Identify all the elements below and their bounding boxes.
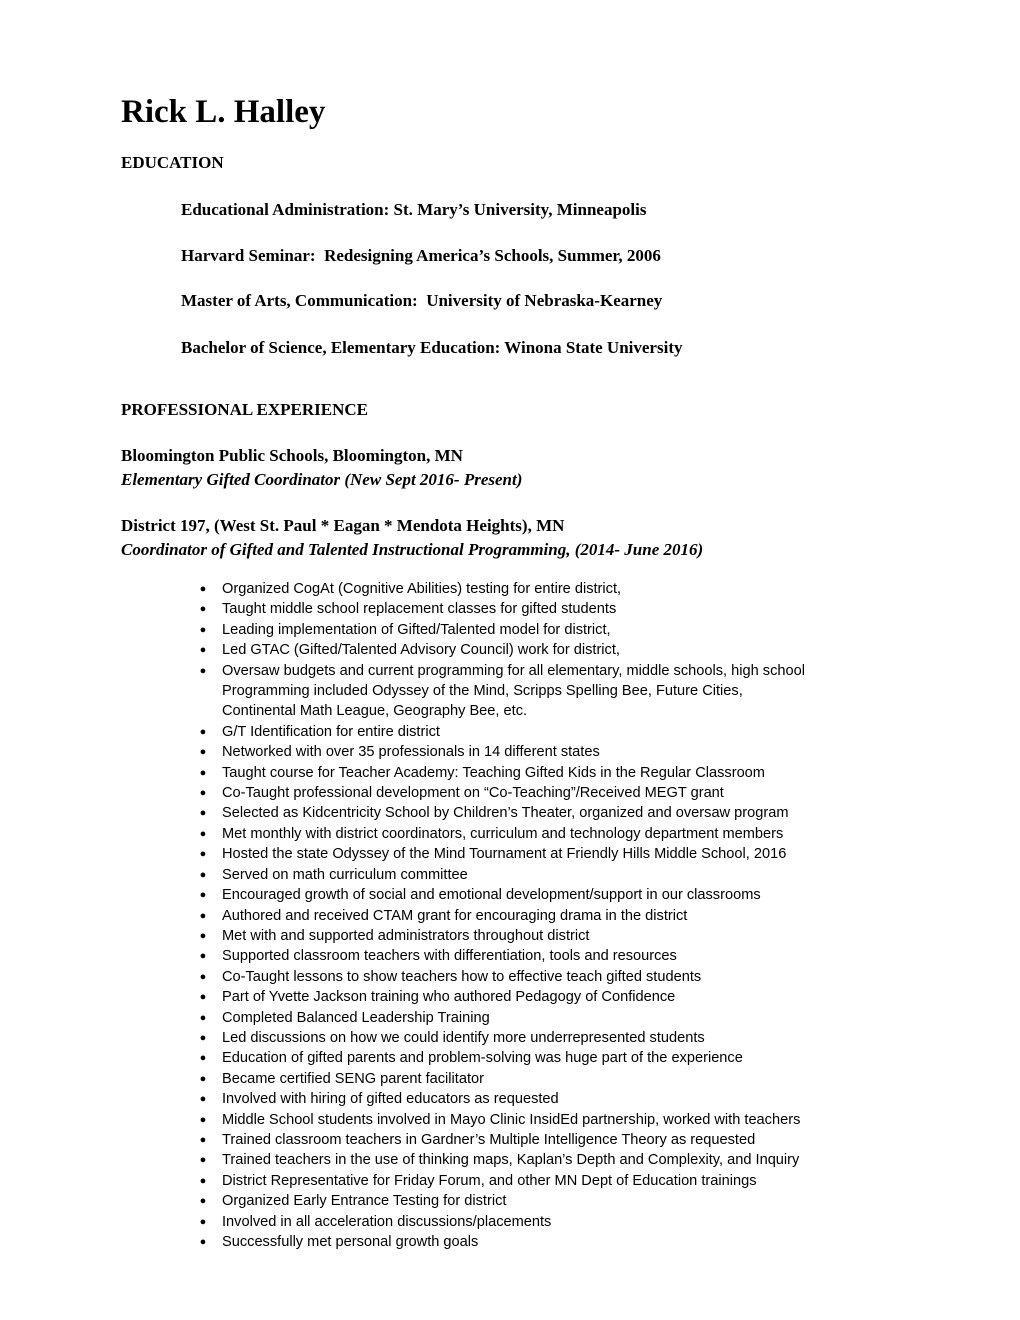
responsibility-text: Oversaw budgets and current programming for all elementary, middle schools, high school Programming included Odyssey of the Mind, Scripps Spelling Bee, Future Cities, Continental Math League, Geography Bee, etc.: [222, 662, 805, 720]
bullet-icon: ●: [199, 950, 207, 963]
responsibility-item: [0, 661, 902, 722]
bullet-icon: ●: [199, 1236, 207, 1248]
responsibility-text: Involved with hiring of gifted educators as requested: [222, 1091, 559, 1108]
bullet-icon: ●: [199, 991, 207, 1004]
responsibility-text: Trained classroom teachers in Gardner’s Multiple Intelligence Theory as requested: [222, 1131, 756, 1148]
responsibility-text: Successfully met personal growth goals: [222, 1234, 479, 1250]
responsibility-item: [0, 599, 902, 619]
bullet-icon: ●: [199, 1052, 207, 1065]
responsibility-text: Led GTAC (Gifted/Talented Advisory Council) work for district,: [222, 642, 620, 659]
responsibility-item: [0, 1191, 902, 1211]
bullet-icon: ●: [199, 1093, 207, 1106]
education-heading: EDUCATION: [121, 153, 224, 172]
job-role: Coordinator of Gifted and Talented Instructional Programming, (2014- June 2016): [121, 540, 704, 559]
responsibility-text: Networked with over 35 professionals in 14 different states: [222, 744, 600, 761]
responsibility-item: [0, 783, 902, 803]
bullet-icon: ●: [199, 1133, 207, 1146]
bullet-icon: ●: [199, 1031, 207, 1044]
responsibility-item: [0, 742, 902, 762]
responsibility-text: Encouraged growth of social and emotional development/support in our classrooms: [222, 887, 761, 904]
responsibility-text: Met with and supported administrators throughout district: [222, 927, 590, 944]
bullet-icon: ●: [199, 1011, 207, 1024]
bullet-icon: ●: [199, 766, 207, 779]
responsibility-item: [0, 763, 902, 783]
bullet-icon: ●: [199, 644, 207, 657]
responsibility-text: Taught course for Teacher Academy: Teaching Gifted Kids in the Regular Classroom: [222, 764, 765, 781]
bullet-icon: ●: [199, 889, 207, 902]
responsibility-text: Trained teachers in the use of thinking maps, Kaplan’s Depth and Complexity, and Inquiry: [222, 1152, 800, 1169]
responsibility-item: [0, 1028, 902, 1048]
responsibility-text: Became certified SENG parent facilitator: [222, 1070, 484, 1087]
bullet-icon: ●: [199, 1154, 207, 1167]
responsibility-item: [0, 1130, 902, 1150]
bullet-icon: ●: [199, 725, 207, 738]
responsibility-text: Involved in all acceleration discussions/placements: [222, 1213, 552, 1230]
responsibility-item: [0, 885, 902, 905]
responsibility-item: [0, 1171, 902, 1191]
responsibility-text: Leading implementation of Gifted/Talented model for district,: [222, 621, 611, 638]
bullet-icon: ●: [199, 827, 207, 840]
responsibility-text: District Representative for Friday Forum, and other MN Dept of Education trainings: [222, 1172, 757, 1189]
responsibility-item: [0, 987, 902, 1007]
responsibility-text: Middle School students involved in Mayo Clinic InsidEd partnership, worked with teachers: [222, 1111, 801, 1128]
bullet-icon: ●: [199, 603, 207, 616]
bullet-icon: ●: [199, 1215, 207, 1228]
bullet-icon: ●: [199, 583, 207, 595]
education-item: Master of Arts, Communication: University of Nebraska-Kearney: [181, 291, 663, 310]
responsibility-text: Selected as Kidcentricity School by Children’s Theater, organized and oversaw program: [222, 805, 789, 822]
responsibility-item: [0, 1069, 902, 1089]
responsibility-item: [0, 1008, 902, 1028]
job-employer: Bloomington Public Schools, Bloomington, MN: [121, 446, 463, 465]
bullet-icon: ●: [199, 664, 207, 677]
responsibility-text: Met monthly with district coordinators, curriculum and technology department members: [222, 825, 784, 842]
responsibility-item: [0, 722, 902, 742]
education-item: Educational Administration: St. Mary’s University, Minneapolis: [181, 200, 647, 219]
responsibility-item: [0, 926, 902, 946]
bullet-icon: ●: [199, 929, 207, 942]
responsibility-text: Education of gifted parents and problem-solving was huge part of the experience: [222, 1050, 743, 1067]
responsibility-item: [0, 803, 902, 823]
responsibility-item: [0, 1048, 902, 1068]
bullet-icon: ●: [199, 848, 207, 861]
bullet-icon: ●: [199, 746, 207, 759]
responsibility-text: Hosted the state Odyssey of the Mind Tournament at Friendly Hills Middle School, 2016: [222, 846, 787, 863]
responsibility-text: Led discussions on how we could identify more underrepresented students: [222, 1029, 705, 1046]
education-item: Bachelor of Science, Elementary Education: Winona State University: [181, 338, 683, 357]
responsibility-item: [0, 865, 902, 885]
responsibility-item: [0, 1150, 902, 1170]
bullet-icon: ●: [199, 970, 207, 983]
responsibility-text: Organized Early Entrance Testing for district: [222, 1193, 507, 1210]
responsibility-text: Co-Taught lessons to show teachers how to effective teach gifted students: [222, 968, 702, 985]
bullet-icon: ●: [199, 1174, 207, 1187]
responsibility-item: [0, 824, 902, 844]
responsibility-item: [0, 620, 902, 640]
experience-heading: PROFESSIONAL EXPERIENCE: [121, 400, 369, 419]
responsibility-item: [0, 640, 902, 660]
bullet-icon: ●: [199, 1072, 207, 1085]
responsibility-text: Part of Yvette Jackson training who authored Pedagogy of Confidence: [222, 989, 676, 1006]
candidate-name: Rick L. Halley: [121, 94, 326, 130]
responsibility-item: [0, 1232, 902, 1252]
responsibility-item: [0, 946, 902, 966]
responsibility-item: [0, 1089, 902, 1109]
responsibility-item: [0, 844, 902, 864]
education-item: Harvard Seminar: Redesigning America’s Schools, Summer, 2006: [181, 246, 661, 265]
responsibility-text: Served on math curriculum committee: [222, 866, 468, 883]
responsibility-text: Organized CogAt (Cognitive Abilities) testing for entire district,: [222, 581, 622, 597]
responsibility-text: Co-Taught professional development on “Co-Teaching”/Received MEGT grant: [222, 785, 724, 802]
responsibility-text: Authored and received CTAM grant for encouraging drama in the district: [222, 907, 688, 924]
responsibility-item: [0, 1110, 902, 1130]
responsibility-text: G/T Identification for entire district: [222, 723, 440, 740]
bullet-icon: ●: [199, 868, 207, 881]
responsibility-text: Taught middle school replacement classes for gifted students: [222, 601, 617, 618]
responsibility-item: [0, 967, 902, 987]
job-role: Elementary Gifted Coordinator (New Sept 2016- Present): [121, 470, 523, 489]
responsibilities-list: [0, 579, 1020, 1252]
bullet-icon: ●: [199, 1113, 207, 1126]
bullet-icon: ●: [199, 1195, 207, 1208]
bullet-icon: ●: [199, 909, 207, 922]
responsibility-text: Supported classroom teachers with differentiation, tools and resources: [222, 948, 677, 965]
bullet-icon: ●: [199, 807, 207, 820]
responsibility-text: Completed Balanced Leadership Training: [222, 1009, 490, 1026]
responsibility-item: [0, 579, 902, 599]
responsibility-item: [0, 1212, 902, 1232]
job-employer: District 197, (West St. Paul * Eagan * Mendota Heights), MN: [121, 516, 565, 535]
bullet-icon: ●: [199, 623, 207, 636]
bullet-icon: ●: [199, 787, 207, 800]
responsibility-item: [0, 906, 902, 926]
